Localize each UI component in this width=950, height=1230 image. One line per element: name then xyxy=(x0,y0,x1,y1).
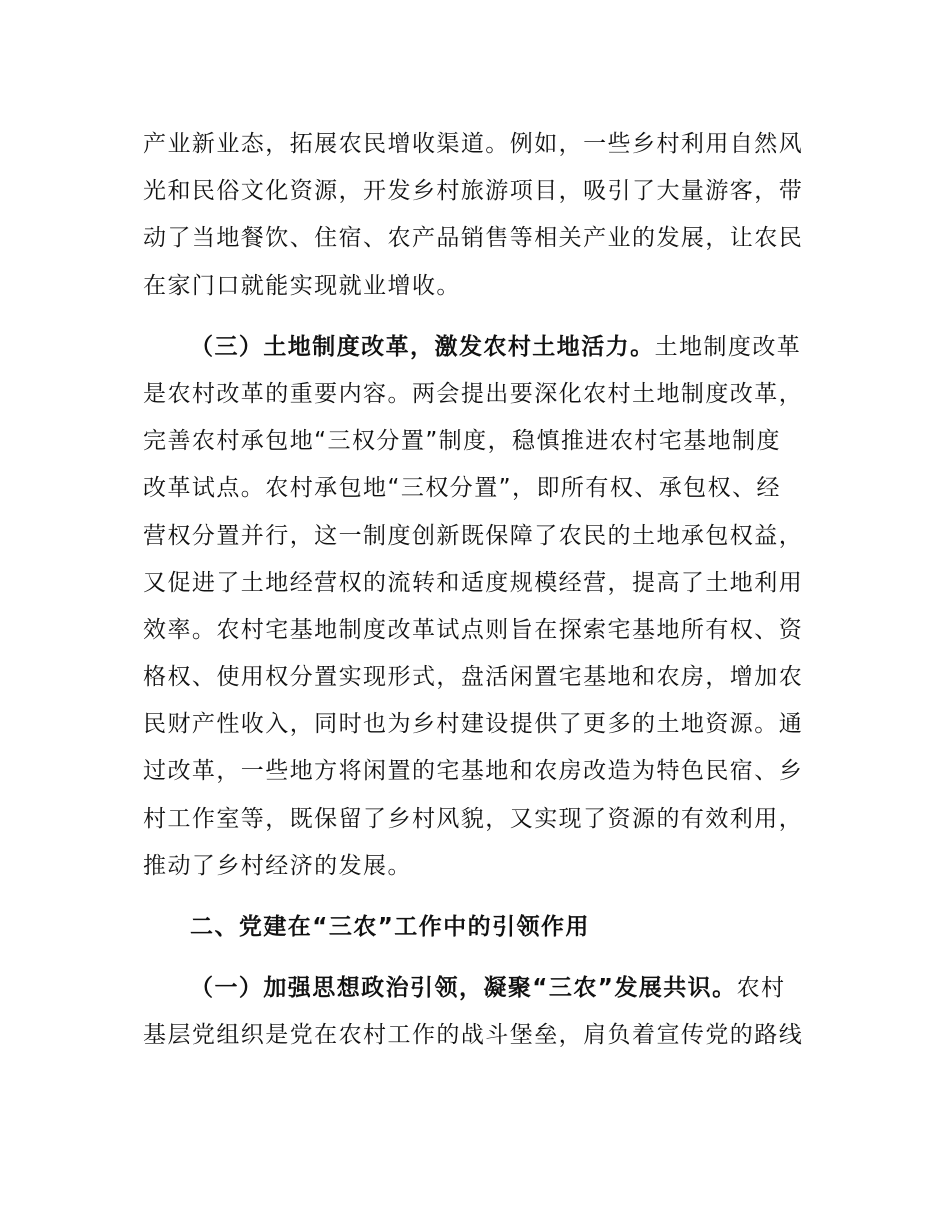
paragraph-line: 光和民俗文化资源，开发乡村旅游项目，吸引了大量游客，带 xyxy=(143,178,804,205)
section-three-heading: （三）土地制度改革，激发农村土地活力。 xyxy=(190,333,655,360)
paragraph-line: 基层党组织是党在农村工作的战斗堡垒，肩负着宣传党的路线 xyxy=(143,1022,804,1049)
section-one-first-line-text: 农村 xyxy=(736,975,786,1002)
paragraph-line: 村工作室等，既保留了乡村风貌，又实现了资源的有效利用， xyxy=(143,805,804,832)
paragraph-line: 改革试点。农村承包地“三权分置”，即所有权、承包权、经 xyxy=(143,475,781,502)
section-three-first-line-text: 土地制度改革 xyxy=(654,333,802,360)
paragraph-line: 营权分置并行，这一制度创新既保障了农民的土地承包权益， xyxy=(143,522,804,549)
paragraph-line: 民财产性收入，同时也为乡村建设提供了更多的土地资源。通 xyxy=(143,711,804,738)
section-three-first-line xyxy=(143,324,811,371)
chapter-two-heading: 二、党建在“三农”工作中的引领作用 xyxy=(190,914,590,940)
section-one-heading: （一）加强思想政治引领，凝聚“三农”发展共识。 xyxy=(190,975,737,1002)
paragraph-line: 动了当地餐饮、住宿、农产品销售等相关产业的发展，让农民 xyxy=(143,225,804,252)
paragraph-line: 效率。农村宅基地制度改革试点则旨在探索宅基地所有权、资 xyxy=(143,616,804,643)
paragraph-line: 产业新业态，拓展农民增收渠道。例如，一些乡村利用自然风 xyxy=(143,131,804,157)
paragraph-line: 推动了乡村经济的发展。 xyxy=(143,852,412,879)
paragraph-line: 完善农村承包地“三权分置”制度，稳慎推进农村宅基地制度 xyxy=(143,428,781,455)
paragraph-line: 在家门口就能实现就业增收。 xyxy=(143,272,461,299)
paragraph-line: 过改革，一些地方将闲置的宅基地和农房改造为特色民宿、乡 xyxy=(143,758,804,785)
section-one-first-line xyxy=(143,965,811,1012)
paragraph-line: 格权、使用权分置实现形式，盘活闲置宅基地和农房，增加农 xyxy=(143,664,804,691)
paragraph-line: 又促进了土地经营权的流转和适度规模经营，提高了土地利用 xyxy=(143,569,804,596)
paragraph-line: 是农村改革的重要内容。两会提出要深化农村土地制度改革， xyxy=(143,380,804,407)
document-body xyxy=(143,121,811,1060)
